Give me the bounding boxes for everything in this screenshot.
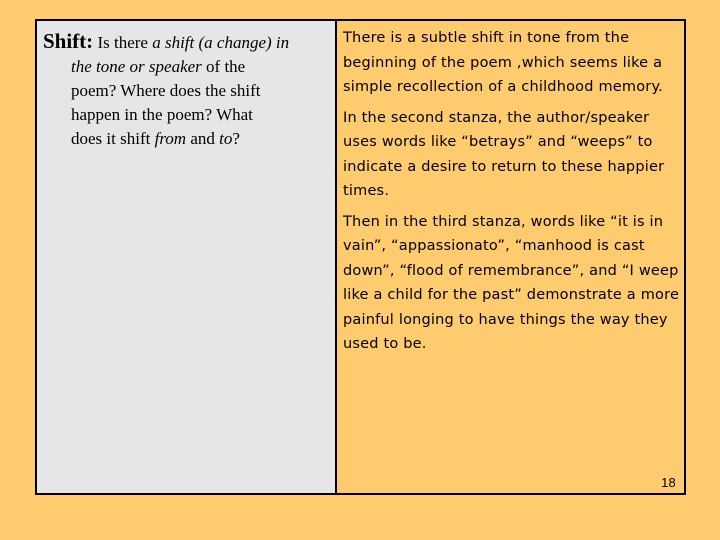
- page-number: 18: [661, 474, 676, 490]
- question-text: and: [186, 129, 220, 148]
- answer-paragraph-2: In the second stanza, the author/speaker uses words like “betrays” and “weeps” to indicate a desire to return to these happier times.: [343, 109, 665, 199]
- question-italic-text: a shift (a change) in: [152, 33, 290, 52]
- question-text: Is there: [93, 33, 153, 52]
- question-line-5: [43, 127, 335, 151]
- question-cell: [37, 21, 337, 493]
- question-line-2: [43, 55, 335, 79]
- term-label: Shift:: [43, 29, 94, 53]
- question-line-3: poem? Where does the shift: [71, 81, 261, 100]
- answer-paragraph-1: There is a subtle shift in tone from the beginning of the poem ,which seems like a simple recollection of a childhood memory.: [343, 30, 663, 95]
- question-italic-text: from: [154, 129, 187, 148]
- question-italic-text: the tone or speaker: [71, 57, 202, 76]
- question-italic-text: to: [219, 129, 233, 148]
- answer-cell: [337, 21, 684, 493]
- question-text: ?: [232, 129, 240, 148]
- answer-paragraph-3: Then in the third stanza, words like “it is in vain”, “appassionato”, “manhood is cast down”, “flood of remembrance”, and “I weep like a child for the past” demonstrate a more painful longing to have things the way they used to be.: [343, 213, 680, 352]
- question-line-1: [43, 29, 335, 55]
- question-line-4: happen in the poem? What: [71, 105, 253, 124]
- question-text: does it shift: [71, 129, 155, 148]
- question-text: of the: [201, 57, 246, 76]
- analysis-table: [35, 19, 686, 495]
